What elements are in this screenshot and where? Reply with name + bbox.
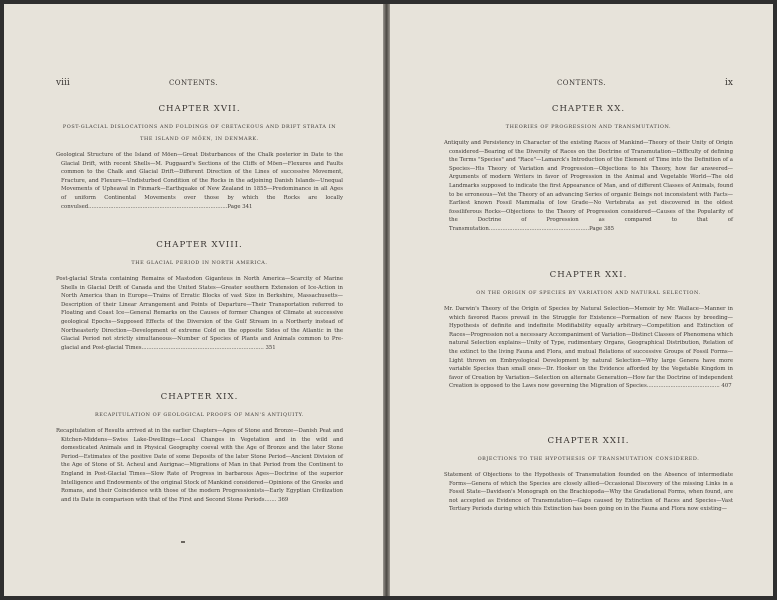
- chapter-number: CHAPTER XIX.: [160, 392, 239, 402]
- chapter-xxii: [444, 436, 733, 514]
- chapter-number: CHAPTER XVIII.: [156, 240, 243, 250]
- chapter-xviii: [56, 240, 343, 352]
- chapter-number: CHAPTER XXII.: [547, 436, 630, 446]
- chapter-xx: [444, 104, 733, 234]
- ornament-mark: [181, 541, 185, 543]
- running-title: CONTENTS.: [168, 79, 219, 87]
- page-number: viii: [56, 78, 70, 88]
- right-page: [390, 4, 773, 596]
- chapter-number: CHAPTER XVII.: [158, 104, 241, 114]
- running-header: [4, 79, 383, 89]
- chapter-number: CHAPTER XXI.: [549, 270, 628, 280]
- chapter-title: POST-GLACIAL DISLOCATIONS AND FOLDINGS OF CRETACEOUS AND DRIFT STRATA IN THE ISLAND OF MÖEN, IN DENMARK.: [62, 124, 337, 142]
- chapter-number: CHAPTER XX.: [551, 104, 626, 114]
- chapter-xxi: [444, 270, 733, 391]
- chapter-title: THE GLACIAL PERIOD IN NORTH AMERICA.: [131, 260, 268, 266]
- book-gutter: [383, 4, 390, 596]
- page-number: ix: [725, 78, 733, 88]
- chapter-summary: Post-glacial Strata containing Remains of Mastodon Giganteus in North America—Scarcity of Marine Shells in Glacial Drift of Canada and the United States—Greater southern Extension of Ice-Action in North America than in Europe—Trains of Erratic Blocks of vast Size in Berkshire, Massachusetts—Description of their Linear Arrangement and Points of Departure—Their Transportation referred to Floating and Coast Ice—General Remarks on the Causes of former Changes of Climate at successive geological Epochs—Supposed Effects of the Diversion of the Gulf Stream in a Northerly instead of Northeasterly Direction—Development of extreme Cold on the opposite Sides of the Atlantic in the Glacial Period not strictly simultaneous—Number of Species of Plants and Animals common to Pre-glacial and Post-glacial Times........................................................................ 351: [56, 276, 343, 351]
- chapter-summary: Statement of Objections to the Hypothesis of Transmutation founded on the Absence of intermediate Forms—Genera of which the Species are closely allied—Occasional Discovery of the missing Links in a Fossil State—Davidson's Monograph on the Brachiopoda—Why the Gradational Forms, when found, are not accepted as Evidence of Transmutation—Gaps caused by Extinction of Races and Species—Vast Tertiary Periods during which this Extinction has been going on in the Fauna and Flora now existing—: [444, 472, 733, 513]
- running-header: [390, 79, 773, 89]
- chapter-summary: Antiquity and Persistency in Character of the existing Races of Mankind—Theory of their Unity of Origin considered—Bearing of the Diversity of Races on the Doctrine of Transmutation—Difficulty of defining the Terms "Species" and "Race"—Lamarck's Introduction of the Element of Time into the Definition of a Species—His Theory of Variation and Progression—Objections to his Theory, how far answered—Arguments of modern Writers in favor of Progression in the Animal and Vegetable World—The old Landmarks supposed to indicate the first Appearance of Man, and of different Classes of Animals, found to be erroneous—Yet the Theory of an advancing Series of organic Beings not inconsistent with Facts—Earliest known Fossil Mammalia of low Grade—No Vertebrata as yet discovered in the oldest fossiliferous Rocks—Objections to the Theory of Progression considered—Causes of the Popularity of the Doctrine of Progression as compared to that of Transmutation...........................................................Page 385: [444, 140, 733, 232]
- chapter-title: ON THE ORIGIN OF SPECIES BY VARIATION AND NATURAL SELECTION.: [476, 290, 701, 296]
- chapter-title: THEORIES OF PROGRESSION AND TRANSMUTATION.: [505, 124, 672, 130]
- chapter-title: OBJECTIONS TO THE HYPOTHESIS OF TRANSMUTATION CONSIDERED.: [477, 456, 700, 462]
- chapter-summary: Recapitulation of Results arrived at in the earlier Chapters—Ages of Stone and Bronze—Danish Peat and Kitchen-Middens—Swiss Lake-Dwellings—Local Changes in Vegetation and in the wild and domesticated Animals and in Physical Geography coeval with the Age of Bronze and the later Stone Period—Estimates of the positive Date of some Deposits of the later Stone Period—Ancient Division of the Age of Stone of St. Acheul and Aurignac—Migrations of Man in that Period from the Continent to England in Post-Glacial Times—Slow Rate of Progress in barbarous Ages—Doctrine of the superior Intelligence and Endowments of the original Stock of Mankind considered—Opinions of the Greeks and Romans, and their Coincidence with those of the modern Progressionists—Early Egyptian Civilization and its Date in comparison with that of the First and Second Stone Periods....... 369: [56, 428, 343, 503]
- chapter-xvii: [56, 104, 343, 211]
- chapter-summary: Geological Structure of the Island of Möen—Great Disturbances of the Chalk posterior in Date to the Glacial Drift, with recent Shells—M. Puggaard's Sections of the Cliffs of Möen—Flexures and Faults common to the Chalk and Glacial Drift—Different Direction of the Lines of successive Movement, Fracture, and Flexure—Undisturbed Condition of the Rocks in the adjoining Danish Islands—Unequal Movements of Upheaval in Finmark—Earthquake of New Zealand in 1855—Predominance in all Ages of uniform Continental Movements over those by which the Rocks are locally convulsed..................................................................................Page 341: [56, 152, 343, 210]
- chapter-summary: Mr. Darwin's Theory of the Origin of Species by Natural Selection—Memoir by Mr. Wallace—Manner in which favored Races prevail in the Struggle for Existence—Formation of new Races by breeding—Hypothesis of definite and indefinite Modifiability equally arbitrary—Competition and Extinction of Races—Progression not a necessary Accompaniment of Variation—Distinct Classes of Phenomena which natural Selection explains—Unity of Type, rudimentary Organs, Geographical Distribution, Relation of the extinct to the living Fauna and Flora, and mutual Relations of successive Groups of Fossil Forms—Light thrown on Embryological Development by natural Selection—Why large Genera have more variable Species than small ones—Dr. Hooker on the Evidence afforded by the Vegetable Kingdom in favor of Creation by Variation—Selection on alternate Generation—How far the Doctrine of independent Creation is opposed to the Laws now governing the Migration of Species........................................... 407: [444, 306, 733, 390]
- chapter-title: RECAPITULATION OF GEOLOGICAL PROOFS OF MAN'S ANTIQUITY.: [94, 412, 305, 418]
- left-page: [4, 4, 383, 596]
- running-title: CONTENTS.: [556, 79, 607, 87]
- chapter-xix: [56, 392, 343, 504]
